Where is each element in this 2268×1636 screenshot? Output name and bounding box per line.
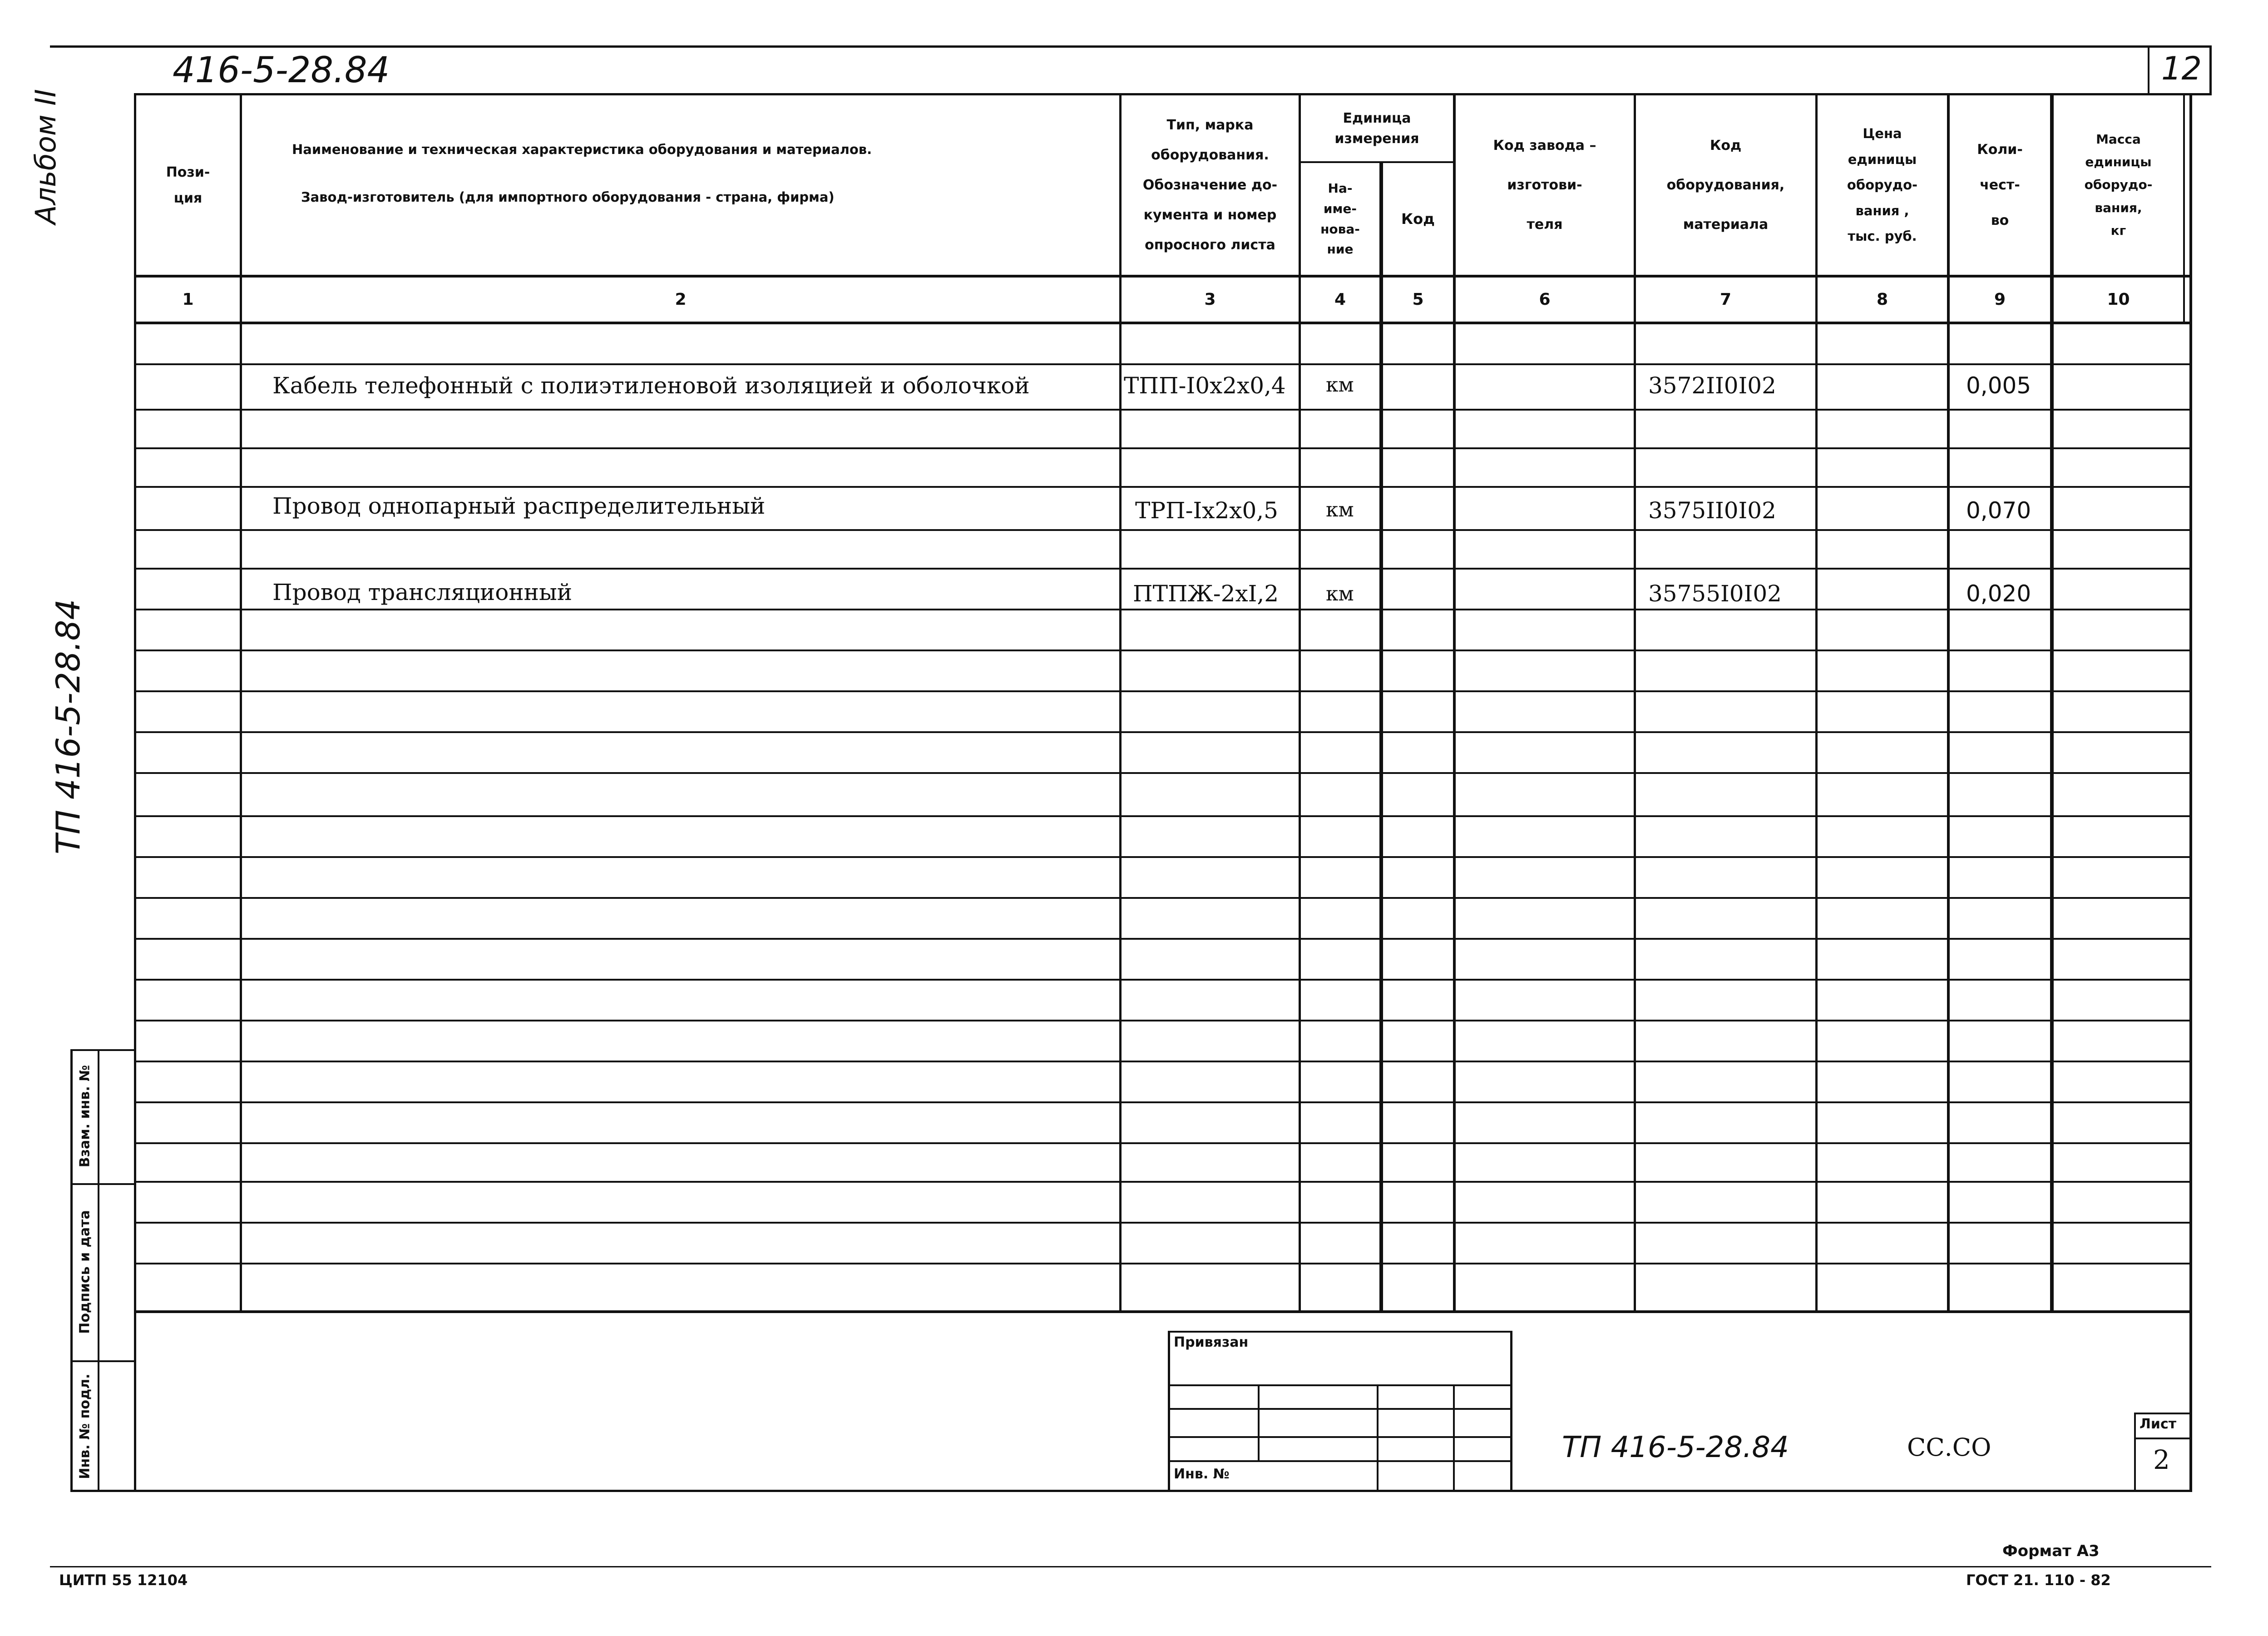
stamp-mark: СС.СО — [1907, 1433, 1991, 1462]
grid-row-rule — [134, 609, 2191, 610]
block-rule-4 — [1168, 1460, 1512, 1462]
grid-row-rule — [134, 486, 2191, 488]
page-number: 12 — [2161, 50, 2202, 87]
sheet-label: Лист — [2140, 1416, 2177, 1432]
header-type: Тип, марка оборудования. Обозначение до- кумента и номер опросного листа — [1142, 117, 1278, 253]
side-stamp-vzam: Взам. инв. № — [77, 1065, 93, 1168]
grid-row-rule — [134, 1142, 2191, 1144]
header-unit-code: Код — [1401, 210, 1435, 228]
header-material-code: Код оборудования, материала — [1666, 138, 1785, 233]
header-factory-code: Код завода – изготови- теля — [1493, 138, 1596, 233]
grid-row-rule — [134, 897, 2191, 899]
block-vline-1 — [1258, 1384, 1260, 1462]
footer-gost: ГОСТ 21. 110 - 82 — [1966, 1572, 2111, 1589]
col-line-6 — [1634, 93, 1636, 1313]
colnum-2: 2 — [675, 290, 687, 309]
grid-row-rule — [134, 938, 2191, 940]
row-type: ТРП-Iх2х0,5 — [1135, 497, 1278, 524]
col-line-9 — [2050, 93, 2054, 1313]
stamp-privyazan: Привязан — [1174, 1334, 1249, 1350]
grid-row-rule — [134, 856, 2191, 858]
header-name-line1: Наименование и техническая характеристика оборудования и материалов. — [292, 142, 872, 158]
stamp-doc-code: ТП 416-5-28.84 — [1562, 1431, 1789, 1464]
grid-row-rule — [134, 1310, 2191, 1313]
sheet-box-left — [2134, 1413, 2136, 1492]
grid-row-rule — [134, 979, 2191, 981]
header-quantity: Коли- чест- во — [1977, 141, 2023, 228]
colnum-9: 9 — [1994, 290, 2006, 309]
unit-split-rule — [1299, 161, 1453, 163]
grid-row-rule — [134, 731, 2191, 733]
grid-row-rule — [134, 1101, 2191, 1103]
block-right — [1510, 1331, 1512, 1492]
side-stamp-podpis: Подпись и дата — [77, 1210, 93, 1334]
row-unit: км — [1326, 498, 1354, 521]
colnum-1: 1 — [182, 290, 194, 309]
side-stamp-rule-1 — [70, 1183, 136, 1185]
side-stamp-inv-podl: Инв. № подл. — [77, 1373, 93, 1479]
grid-row-rule — [134, 1263, 2191, 1264]
block-rule-2 — [1168, 1408, 1512, 1410]
row-qty: 0,020 — [1966, 580, 2031, 607]
colnum-5: 5 — [1412, 290, 1424, 309]
row-qty: 0,005 — [1966, 372, 2031, 399]
sheet-box-top — [2134, 1413, 2191, 1414]
col-line-3 — [1299, 93, 1301, 1313]
row-name: Кабель телефонный с полиэтиленовой изоляцией и оболочкой — [272, 372, 1030, 399]
block-vline-3 — [1453, 1384, 1455, 1492]
block-rule-3 — [1168, 1436, 1512, 1438]
sheet-box-mid — [2134, 1438, 2191, 1439]
header-bottom-rule — [134, 275, 2191, 278]
side-stamp-divider — [98, 1049, 99, 1492]
page-box-right — [2209, 45, 2212, 95]
block-vline-2 — [1377, 1384, 1379, 1492]
footer-format: Формат А3 — [2002, 1542, 2100, 1560]
footer-rule — [50, 1566, 2211, 1567]
colnum-10: 10 — [2107, 290, 2130, 309]
header-position: Пози- ция — [166, 164, 210, 206]
grid-row-rule — [134, 1222, 2191, 1224]
grid-row-rule — [134, 815, 2191, 817]
grid-row-rule — [134, 529, 2191, 531]
col-line-10 — [2183, 93, 2185, 322]
row-type: ПТПЖ-2хI,2 — [1133, 580, 1279, 607]
block-top — [1168, 1331, 1512, 1333]
colnum-6: 6 — [1539, 290, 1551, 309]
col-line-8 — [1947, 93, 1950, 1313]
grid-row-rule — [134, 690, 2191, 692]
col-line-2 — [1119, 93, 1122, 1313]
sheet-number: 2 — [2153, 1444, 2170, 1475]
colnum-bottom-rule — [134, 322, 2191, 324]
row-code: 3572II0I02 — [1648, 372, 1776, 399]
grid-row-rule — [134, 1181, 2191, 1183]
grid-row-rule — [134, 447, 2191, 449]
grid-row-rule — [134, 649, 2191, 651]
header-name-line2: Завод-изготовитель (для импортного оборудования - страна, фирма) — [301, 189, 835, 205]
side-stamp-rule-2 — [70, 1360, 136, 1362]
frame-bottom — [70, 1490, 2191, 1492]
grid-row-rule — [134, 363, 2191, 365]
grid-row-rule — [134, 772, 2191, 774]
header-unit: Единица измерения — [1334, 110, 1419, 147]
header-unit-name: На- име- нова- ние — [1320, 180, 1360, 257]
col-line-4 — [1379, 161, 1383, 1313]
row-qty: 0,070 — [1966, 497, 2031, 524]
header-mass: Масса единицы оборудо- вания, кг — [2084, 131, 2153, 238]
block-rule-1 — [1168, 1384, 1512, 1386]
row-code: 3575II0I02 — [1648, 497, 1776, 524]
header-price: Цена единицы оборудо- вания , тыс. руб. — [1847, 126, 1918, 244]
grid-row-rule — [134, 1020, 2191, 1021]
colnum-7: 7 — [1720, 290, 1732, 309]
col-line-7 — [1815, 93, 1818, 1313]
page-box-left — [2148, 45, 2149, 95]
col-line-1 — [240, 93, 242, 1313]
top-rule — [50, 45, 2211, 48]
row-name: Провод однопарный распределительный — [272, 493, 766, 519]
colnum-4: 4 — [1334, 290, 1346, 309]
row-unit: км — [1326, 582, 1354, 605]
frame-right — [2189, 93, 2192, 1492]
row-unit: км — [1326, 373, 1354, 397]
side-document-code: ТП 416-5-28.84 — [49, 599, 87, 855]
block-left — [1168, 1331, 1170, 1492]
row-code: 35755I0I02 — [1648, 580, 1782, 607]
album-label: Альбом II — [29, 89, 62, 224]
row-name: Провод трансляционный — [272, 579, 573, 605]
grid-row-rule — [134, 1061, 2191, 1062]
footer-left: ЦИТП 55 12104 — [59, 1572, 188, 1589]
grid-row-rule — [134, 409, 2191, 411]
stamp-inv-no: Инв. № — [1174, 1466, 1230, 1482]
row-type: ТПП-I0х2х0,4 — [1124, 372, 1286, 399]
grid-row-rule — [134, 568, 2191, 570]
document-code-top: 416-5-28.84 — [173, 50, 390, 91]
colnum-8: 8 — [1876, 290, 1888, 309]
col-line-5 — [1453, 93, 1456, 1313]
colnum-3: 3 — [1204, 290, 1216, 309]
